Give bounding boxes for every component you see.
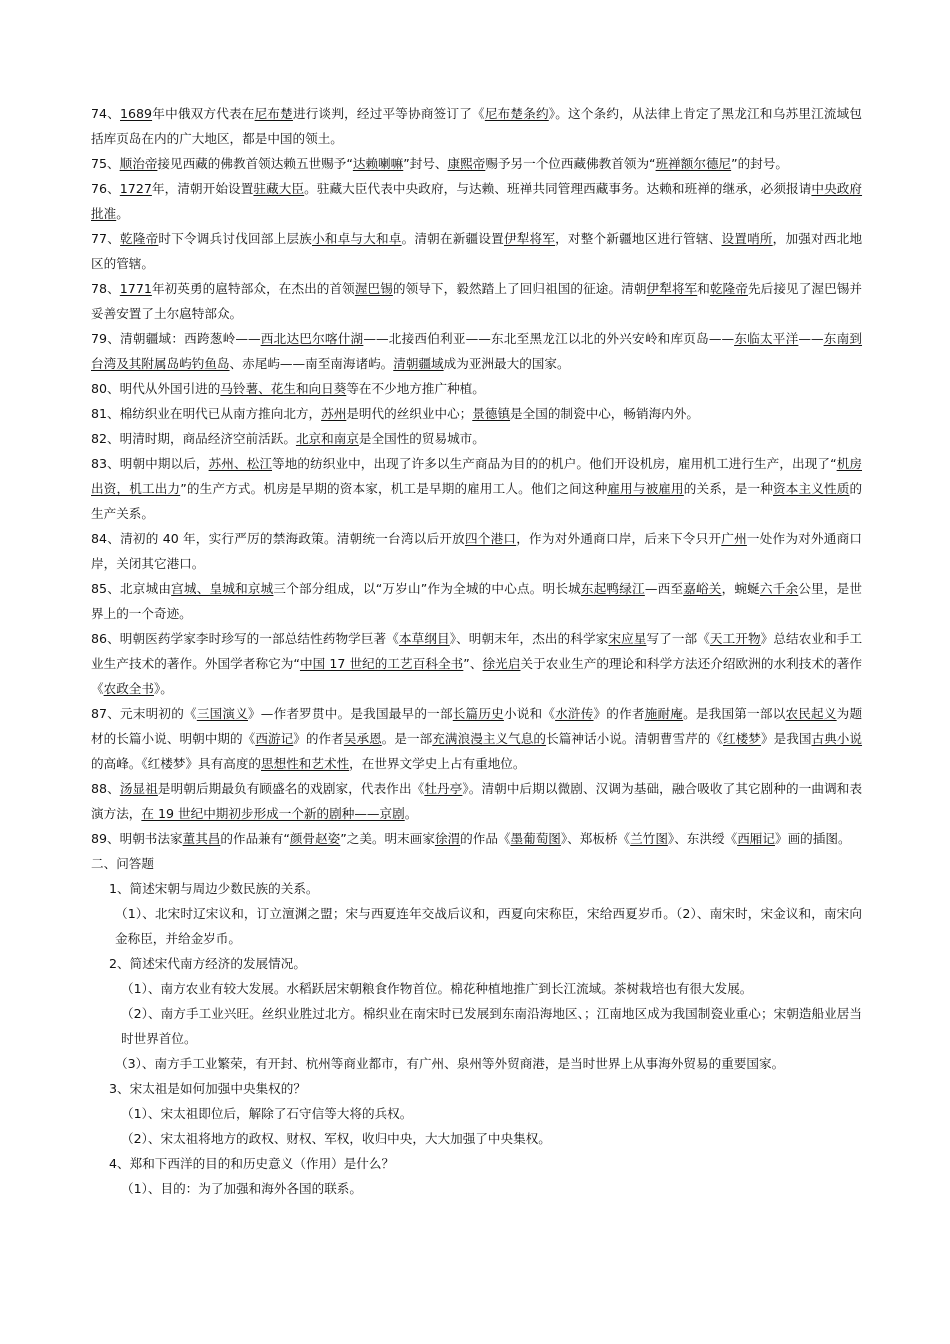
answer-underlined: 设置哨所 xyxy=(721,231,773,246)
item-text: 。是一部 xyxy=(381,731,433,746)
item-text: 》是我国 xyxy=(760,731,812,746)
item-text: 写了一部《 xyxy=(646,631,710,646)
item-text: 、赤尾屿——南至南海诸屿。 xyxy=(229,356,394,371)
item-text: ”的封号。 xyxy=(731,156,789,171)
item-text: 的作品兼有“ xyxy=(220,831,290,846)
item-paragraph xyxy=(91,276,862,326)
answer-underlined: 董其昌 xyxy=(182,831,221,846)
item-text: 。清朝在新疆设置 xyxy=(401,231,504,246)
answer-underlined: 兰竹图 xyxy=(630,831,668,846)
item-paragraph xyxy=(91,176,862,226)
answer-underlined: 西北达巴尔喀什湖 xyxy=(260,331,364,346)
answer-underlined: 资本主义性质 xyxy=(773,481,850,496)
item-text: ”之美。明末画家 xyxy=(340,831,435,846)
item-text: 88、 xyxy=(91,781,120,796)
item-text: 赐予另一个位西藏佛教首领为“ xyxy=(485,156,656,171)
item-text: 是明代的丝织业中心； xyxy=(346,406,473,421)
item-text: 80、明代从外国引进的 xyxy=(91,381,221,396)
answer-underlined: 水浒传 xyxy=(555,706,594,721)
answer-underlined: 伊犁将军 xyxy=(503,231,556,246)
answer-underlined: 班禅额尔德尼 xyxy=(655,156,732,171)
answer: （1）、宋太祖即位后，解除了石守信等大将的兵权。 xyxy=(121,1106,413,1121)
answer-underlined: 雇用与被雇用 xyxy=(607,481,684,496)
answer: （3）、南方手工业繁荣，有开封、杭州等商业都市，有广州、泉州等外贸商港，是当时世界上从事海外贸易的重要国家。 xyxy=(115,1056,785,1071)
answer-underlined: 顺治帝 xyxy=(119,156,158,171)
item-text: 85、北京城由 xyxy=(91,581,172,596)
item-text: 82、明清时期，商品经济空前活跃。 xyxy=(91,431,296,446)
answer-underlined: 六千余 xyxy=(759,581,799,596)
answer: （2）、南方手工业兴旺。丝织业胜过北方。棉织业在南宋时已发展到东南沿海地区、；江南地区成为我国制瓷业重心；宋朝造船业居当时世界首位。 xyxy=(121,1006,862,1046)
item-text: 和 xyxy=(697,281,710,296)
item-text: 》的作者 xyxy=(293,731,344,746)
question: 3、宋太祖是如何加强中央集权的？ xyxy=(109,1081,306,1096)
answer-underlined: 乾隆帝 xyxy=(120,231,159,246)
item-paragraph xyxy=(91,776,862,826)
answer-underlined: 充满浪漫主义气息的 xyxy=(432,731,547,746)
question: 4、郑和下西洋的目的和历史意义（作用）是什么？ xyxy=(109,1156,395,1171)
item-paragraph xyxy=(91,151,862,176)
item-text: 年初英勇的扈特部众，在杰出的首领 xyxy=(151,281,355,296)
answer-underlined: 宫城、皇城和京城 xyxy=(171,581,274,596)
answer-underlined: 东临太平洋 xyxy=(734,331,799,346)
answer-underlined: 颜骨赵姿 xyxy=(289,831,341,846)
item-text: 年，清朝开始设置 xyxy=(151,181,254,196)
item-paragraph xyxy=(91,226,862,276)
answer: （1）、目的：为了加强和海外各国的联系。 xyxy=(121,1181,362,1196)
item-text: 87、元末明初的《 xyxy=(91,706,197,721)
item-text: 》的作者 xyxy=(593,706,645,721)
answer: （1）、北宋时辽宋议和，订立澶渊之盟；宋与西夏连年交战后议和，西夏向宋称臣，宋给西夏岁币。（2）、南宋时，宋金议和，南宋向金称臣，并给金岁币。 xyxy=(115,906,862,946)
item-text: 》、东洪绶《 xyxy=(667,831,738,846)
answer-underlined: 宋应星 xyxy=(608,631,647,646)
answer-underlined: 苏州 xyxy=(321,406,347,421)
answer-underlined: 墨葡萄图 xyxy=(510,831,561,846)
item-text: 》画的插图。 xyxy=(774,831,851,846)
item-text: ”的生产方式。机房是早期的资本家，机工是早期的雇用工人。他们之间这种 xyxy=(180,481,608,496)
answer-underlined: 在 19 世纪中期初步形成一个新的剧种——京剧 xyxy=(141,806,405,821)
answer-underlined: 1727 xyxy=(119,181,152,196)
answer-underlined: 长篇历史 xyxy=(452,706,504,721)
item-text: 的关系，是一种 xyxy=(683,481,773,496)
item-text: 。驻藏大臣代表中央政府，与达赖、班禅共同管理西藏事务。达赖和班禅的继承，必须报请 xyxy=(304,181,812,196)
answer-underlined: 景德镇 xyxy=(472,406,511,421)
item-text: 公里，是世界上的一个奇迹。 xyxy=(91,581,863,621)
item-paragraph xyxy=(91,101,862,151)
answer-underlined: 北京和南京 xyxy=(295,431,359,446)
item-text: 81、棉纺织业在明代已从南方推向北方， xyxy=(91,406,322,421)
item-text: ”封号、 xyxy=(403,156,448,171)
item-text: 78、 xyxy=(91,281,120,296)
item-paragraph xyxy=(91,526,862,576)
item-text: 是全国的制瓷中心，畅销海内外。 xyxy=(510,406,699,421)
item-text: 接见西藏的佛教首领达赖五世赐予“ xyxy=(157,156,353,171)
item-text: 》。这个条约，从法律上肯定了黑龙江和乌苏里江流域包括库页岛在内的广大地区，都是中国的领土。 xyxy=(91,106,863,146)
answer-underlined: 农政全书 xyxy=(103,681,154,696)
item-text: 》。清朝中后期以微剧、汉调为基础，融合吸收了其它剧种的一曲调和表演方法， xyxy=(91,781,863,821)
answer-underlined: 中国 17 世纪的工艺百科全书 xyxy=(299,656,464,671)
answer-underlined: 1689 xyxy=(120,106,153,121)
item-paragraph xyxy=(91,451,862,526)
item-text: 为题材的长篇小说、明朝中期的《 xyxy=(91,706,863,746)
item-text: 》、明朝末年，杰出的科学家 xyxy=(449,631,609,646)
answer-underlined: 施耐庵 xyxy=(644,706,684,721)
item-text: 进行谈判，经过平等协商签订了《 xyxy=(292,106,485,121)
answer-underlined: 西厢记 xyxy=(737,831,775,846)
answer-underlined: 广州 xyxy=(721,531,747,546)
item-text: 83、明朝中期以后， xyxy=(91,456,209,471)
item-text: 86、明朝医药学家李时珍写的一部总结性药物学巨著《 xyxy=(91,631,399,646)
section-title: 二、问答题 xyxy=(91,856,154,871)
item-text: 的作品《 xyxy=(460,831,511,846)
answer-underlined: 驻藏大臣 xyxy=(253,181,305,196)
answer-underlined: 吴承恩 xyxy=(343,731,382,746)
item-text: 的生产关系。 xyxy=(91,481,863,521)
item-text: 》—作者罗贯中。是我国最早的一部 xyxy=(248,706,453,721)
answer-underlined: 四个港口 xyxy=(464,531,517,546)
item-text: ，蜿蜒 xyxy=(721,581,760,596)
answer-underlined: 渥巴锡 xyxy=(354,281,393,296)
item-text: ”、 xyxy=(463,656,483,671)
answer-underlined: 红楼梦 xyxy=(723,731,761,746)
answer-underlined: 徐光启 xyxy=(482,656,521,671)
answer: （1）、南方农业有较大发展。水稻跃居宋朝粮食作物首位。棉花种植地推广到长江流域。茶树栽培也有很大发展。 xyxy=(121,981,753,996)
item-text: 79、清朝疆域：西跨葱岭—— xyxy=(91,331,261,346)
item-text: 的高峰。《红楼梦》具有高度的 xyxy=(91,756,262,771)
answer-underlined: 达赖喇嘛 xyxy=(352,156,404,171)
item-text: 成为亚洲最大的国家。 xyxy=(443,356,570,371)
answer-underlined: 机房出资，机工出力 xyxy=(91,456,863,496)
item-paragraph xyxy=(91,701,862,776)
answer-underlined: 马铃薯、花生和向日葵 xyxy=(220,381,347,396)
qa-section xyxy=(91,876,862,1201)
item-text: 时下令调兵讨伐回部上层族 xyxy=(158,231,312,246)
answer-underlined: 思想性和艺术性 xyxy=(261,756,350,771)
item-text: ，作为对外通商口岸，后来下令只开 xyxy=(516,531,722,546)
item-paragraph xyxy=(91,376,862,401)
answer-underlined: 伊犁将军 xyxy=(646,281,698,296)
question: 2、简述宋代南方经济的发展情况。 xyxy=(109,956,306,971)
item-text: 84、清初的 40 年，实行严厉的禁海政策。清朝统一台湾以后开放 xyxy=(91,531,465,546)
item-text: 76、 xyxy=(91,181,120,196)
item-text: 89、明朝书法家 xyxy=(91,831,183,846)
item-text: 。 xyxy=(404,806,418,821)
answer-underlined: 康熙帝 xyxy=(447,156,486,171)
item-text: 》总结农业和手工业生产技术的著作。外国学者称它为“ xyxy=(91,631,863,671)
answer-underlined: 东起鸭绿江 xyxy=(580,581,645,596)
item-text: 75、 xyxy=(91,156,120,171)
answer-underlined: 尼布楚 xyxy=(254,106,293,121)
answer-underlined: 尼布楚条约 xyxy=(484,106,549,121)
answer-underlined: 牡丹亭 xyxy=(424,781,463,796)
answer-underlined: 农民起义 xyxy=(785,706,837,721)
item-text: 小说和《 xyxy=(503,706,556,721)
answer-underlined: 东南到台湾及其附属岛屿钓鱼岛 xyxy=(91,331,863,371)
item-text: 年中俄双方代表在 xyxy=(152,106,255,121)
item-text: 等地的纺织业中，出现了许多以生产商品为目的的机户。他们开设机房，雇用机工进行生产，出现了“ xyxy=(272,456,837,471)
item-text: 。 xyxy=(116,206,129,221)
item-paragraph xyxy=(91,626,862,701)
answer-underlined: 西游记 xyxy=(255,731,294,746)
item-text: 关于农业生产的理论和科学方法还介绍欧洲的水利技术的著作《 xyxy=(91,656,862,696)
answer-underlined: 本草纲目 xyxy=(398,631,450,646)
answer-underlined: 三国演义 xyxy=(196,706,248,721)
answer-underlined: 嘉峪关 xyxy=(683,581,722,596)
item-text: ，对整个新疆地区进行管辖、 xyxy=(555,231,722,246)
answer: （2）、宋太祖将地方的政权、财权、军权，收归中央，大大加强了中央集权。 xyxy=(121,1131,551,1146)
item-paragraph xyxy=(91,401,862,426)
item-text: ，在世界文学史上占有重地位。 xyxy=(349,756,526,771)
item-text: —西至 xyxy=(644,581,684,596)
item-text: ——北接西伯利亚——东北至黑龙江以北的外兴安岭和库页岛—— xyxy=(363,331,735,346)
answer-underlined: 1771 xyxy=(119,281,152,296)
question: 1、简述宋朝与周边少数民族的关系。 xyxy=(109,881,319,896)
answer-underlined: 乾隆帝 xyxy=(709,281,748,296)
item-text: 等在不少地方推广种植。 xyxy=(346,381,485,396)
item-text: 》、郑板桥《 xyxy=(560,831,631,846)
item-paragraph xyxy=(91,426,862,451)
item-text: 的领导下，毅然踏上了回归祖国的征途。清朝 xyxy=(392,281,647,296)
item-text: 77、 xyxy=(91,231,121,246)
item-text: 三个部分组成，以“万岁山”作为全城的中心点。明长城 xyxy=(273,581,581,596)
item-paragraph xyxy=(91,326,862,376)
item-text: ，加强对西北地区的管辖。 xyxy=(91,231,863,271)
answer-underlined: 清朝疆域 xyxy=(393,356,444,371)
item-text: 一处作为对外通商口岸，关闭其它港口。 xyxy=(91,531,863,571)
item-text: 是明朝后期最负有顾盛名的戏剧家，代表作出《 xyxy=(157,781,425,796)
answer-underlined: 中央政府批准 xyxy=(91,181,863,221)
item-text: 长篇神话小说。清朝曹雪芹的《 xyxy=(546,731,724,746)
answer-underlined: 苏州、松江 xyxy=(208,456,273,471)
item-text: 》。 xyxy=(153,681,173,696)
fill-in-items xyxy=(91,101,862,851)
answer-underlined: 徐渭 xyxy=(434,831,461,846)
item-text: 是全国性的贸易城市。 xyxy=(358,431,485,446)
answer-underlined: 天工开物 xyxy=(709,631,761,646)
item-text: 74、 xyxy=(91,106,121,121)
item-text: 。是我国第一部以 xyxy=(683,706,786,721)
answer-underlined: 汤显祖 xyxy=(119,781,158,796)
item-paragraph xyxy=(91,576,862,626)
answer-underlined: 古典小说 xyxy=(811,731,863,746)
answer-underlined: 小和卓与大和卓 xyxy=(311,231,402,246)
item-paragraph xyxy=(91,826,862,851)
item-text: 先后接见了渥巴锡并妥善安置了土尔扈特部众。 xyxy=(91,281,863,321)
item-text: —— xyxy=(798,331,824,346)
